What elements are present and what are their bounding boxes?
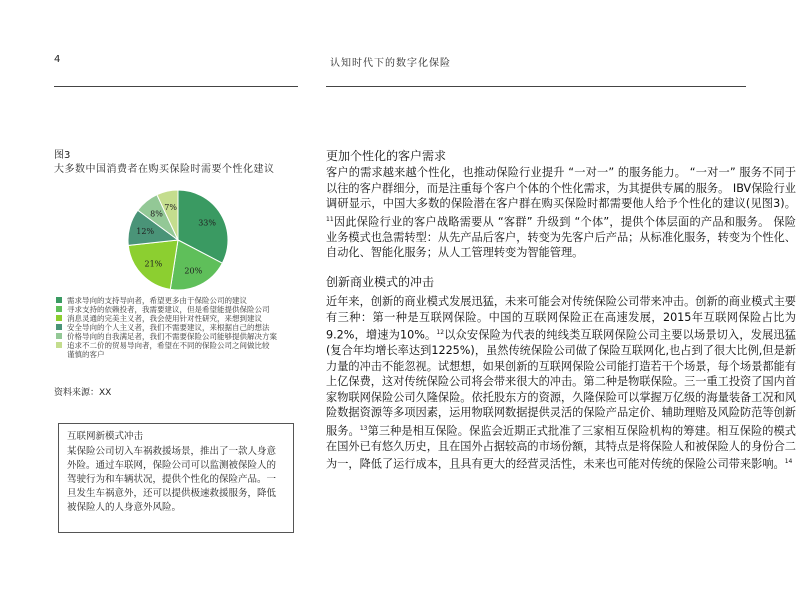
legend-swatch [56,342,62,348]
legend-swatch [56,297,62,303]
left-rule [54,86,298,87]
legend-label: 谨慎的客户 [67,350,105,359]
legend-label: 消息灵通的完美主义者，我会使用针对性研究，来想到建议 [67,314,262,323]
running-title: 认知时代下的数字化保险 [330,58,451,69]
pie-chart [110,180,250,300]
section-heading-business-model: 创新商业模式的冲击 [326,275,435,289]
legend-item [56,305,301,314]
box-text: 某保险公司切入车祸救援场景，推出了一款人身意外险。通过车联网，保险公司可以监测被保险人的驾驶行为和车辆状况，提供个性化的保险产品。一旦发生车祸意外，还可以提供极速救援服务，降低被保险人的人身意外风险。 [67,446,277,513]
pie-slice-label: 7% [164,202,178,212]
legend-item [56,341,301,350]
legend-item [56,350,301,359]
chart-legend [56,296,301,359]
figure-source: 资料来源：XX [54,388,112,398]
legend-swatch [56,333,62,339]
legend-item [56,323,301,332]
legend-label: 需求导向的支持导向者，希望更多由于保险公司的建议 [67,296,247,305]
pie-slice-label: 8% [150,209,163,219]
legend-swatch [56,306,62,312]
pie-slice-label: 21% [144,259,163,269]
figure-label: 图3 [54,150,71,161]
section-paragraph-business-model: 近年来，创新的商业模式发展迅猛，未来可能会对传统保险公司带来冲击。创新的商业模式主要有三种：第一种是互联网保险。中国的互联网保险正在高速发展，2015年互联网保险占比为9.2%，增速为10%。$^{12}$以众安保险为代表的纯线类互联网保险公司主要以场景切入，发展迅猛(复合年均增长率达到1225%)，虽然传统保险公司做了保险互联网化,也占到了很大比例,但是新力量的冲击不能忽视。试想想，如果创新的互联网保险公司能打造若干个场景，每个场景都能有上亿保费，这对传统保险公司将会带来很大的冲击。第二种是物联保险。三一重工投资了国内首家物联网保险公司久隆保险。依托股东方的资源，久隆保险可以掌握万亿级的海量装备工况和风险数据资源等多项因素，运用物联网数据提供灵活的保险产品定价、辅助理赔及风险防范等创新服务。$^{13}$第三种是相互保险。保监会近期正式批准了三家相互保险机构的筹建。相互保险的模式在国外已有悠久历史，且在国外占据较高的市场份额，其特点是将保险人和被保险人的身份合二为一，降低了运行成本，且具有更大的经营灵活性，未来也可能对传统的保险公司带来影响。$^{14}$ [326,295,796,472]
footnote-ref: 11 [326,215,334,223]
legend-label: 寻求支持的依赖投者，我需要建议，但是希望能提供保险公司 [67,305,270,314]
legend-label: 追求不二价的贸易导向者，希望在不同的保险公司之间做比较 [67,341,270,350]
pie-slice-label: 12% [136,227,155,237]
legend-label: 价格导向的自我满足者，我们不需要保险公司能够提供解决方案 [67,332,277,341]
box-title: 互联网新模式冲击 [67,431,144,442]
figure-title: 大多数中国消费者在购买保险时需要个性化建议 [54,164,275,175]
pie-slice-label: 20% [184,266,203,276]
legend-swatch [56,351,62,357]
footnote-ref: 13 [359,424,368,432]
section-heading-personalized: 更加个性化的客户需求 [326,149,447,163]
footnote-ref: 12 [436,329,445,336]
right-rule [326,86,746,87]
legend-item [56,314,301,323]
legend-item [56,332,301,341]
legend-item [56,296,301,305]
legend-swatch [56,315,62,321]
footnote-ref: 14 [784,458,793,466]
case-study-box [58,423,294,533]
page-number: 4 [54,54,61,65]
section-paragraph-personalized: 客户的需求越来越个性化，也推动保险行业提升 “一对一” 的服务能力。 “一对一” 服务不同于以往的客户群细分，而是注重每个客户个体的个性化需求，为其提供专属的服务。 IBV保险行业调研显示，中国大多数的保险潜在客户群在购买保险时都需要他人给予个性化的建议(见图3)。$^{11}$因此保险行业的客户战略需要从 “客群” 升级到 “个体”，提供个体层面的产品和服务。 保险业务模式也急需转型：从先产品后客户，转变为先客户后产品；从标准化服务，转变为个性化、自动化、智能化服务；从人工管理转变为智能管理。 [326,166,796,260]
legend-label: 安全导向的个人主义者，我们不需要建议，来根据自己的想法 [67,323,270,332]
legend-swatch [56,324,62,330]
pie-slice-label: 33% [198,218,216,228]
